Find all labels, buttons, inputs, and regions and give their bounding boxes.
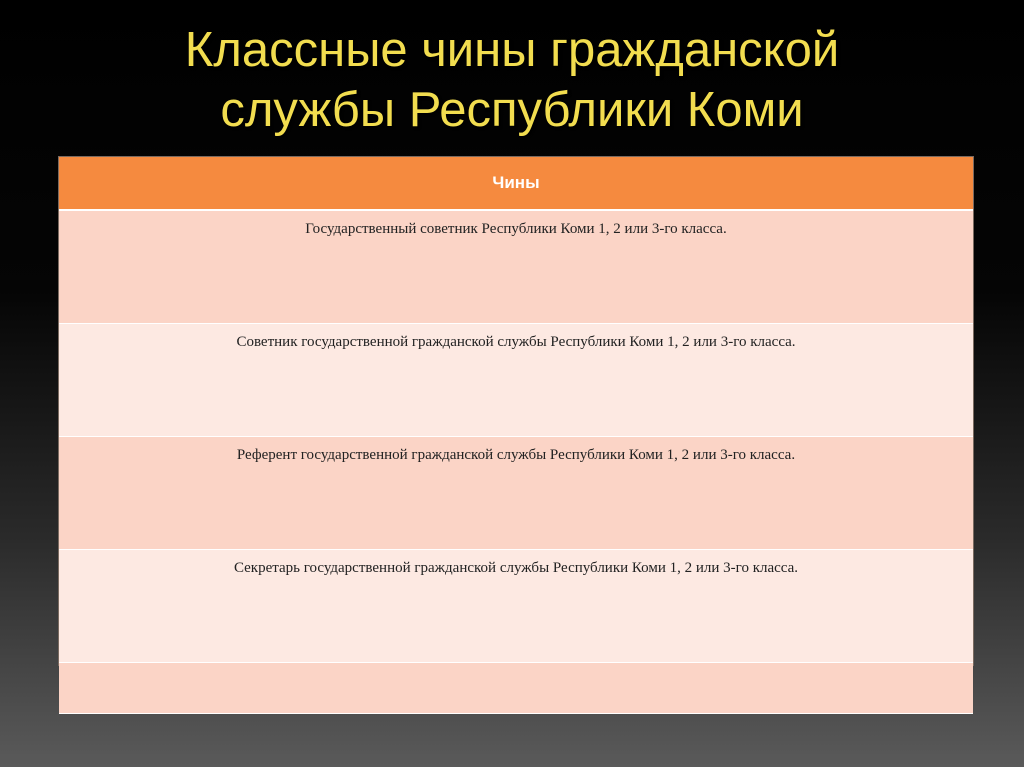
table-cell-rank: Секретарь государственной гражданской службы Республики Коми 1, 2 или 3-го класса. [59,550,973,663]
table-cell-empty [59,663,973,714]
table-row [59,210,973,324]
table-row [59,324,973,437]
table-cell-rank: Государственный советник Республики Коми 1, 2 или 3-го класса. [59,210,973,324]
table-row-empty [59,663,973,714]
table-cell-rank: Советник государственной гражданской службы Республики Коми 1, 2 или 3-го класса. [59,324,973,437]
table-header-ranks: Чины [59,157,973,210]
table-cell-rank: Референт государственной гражданской службы Республики Коми 1, 2 или 3-го класса. [59,437,973,550]
table-row [59,437,973,550]
slide-title [0,20,1024,140]
slide-title-line-1: Классные чины гражданской [184,23,840,77]
slide-title-line-2: службы Республики Коми [220,83,804,137]
table-row [59,550,973,663]
table-header-row [59,157,973,210]
ranks-table [59,157,973,714]
ranks-table-container [58,156,974,666]
